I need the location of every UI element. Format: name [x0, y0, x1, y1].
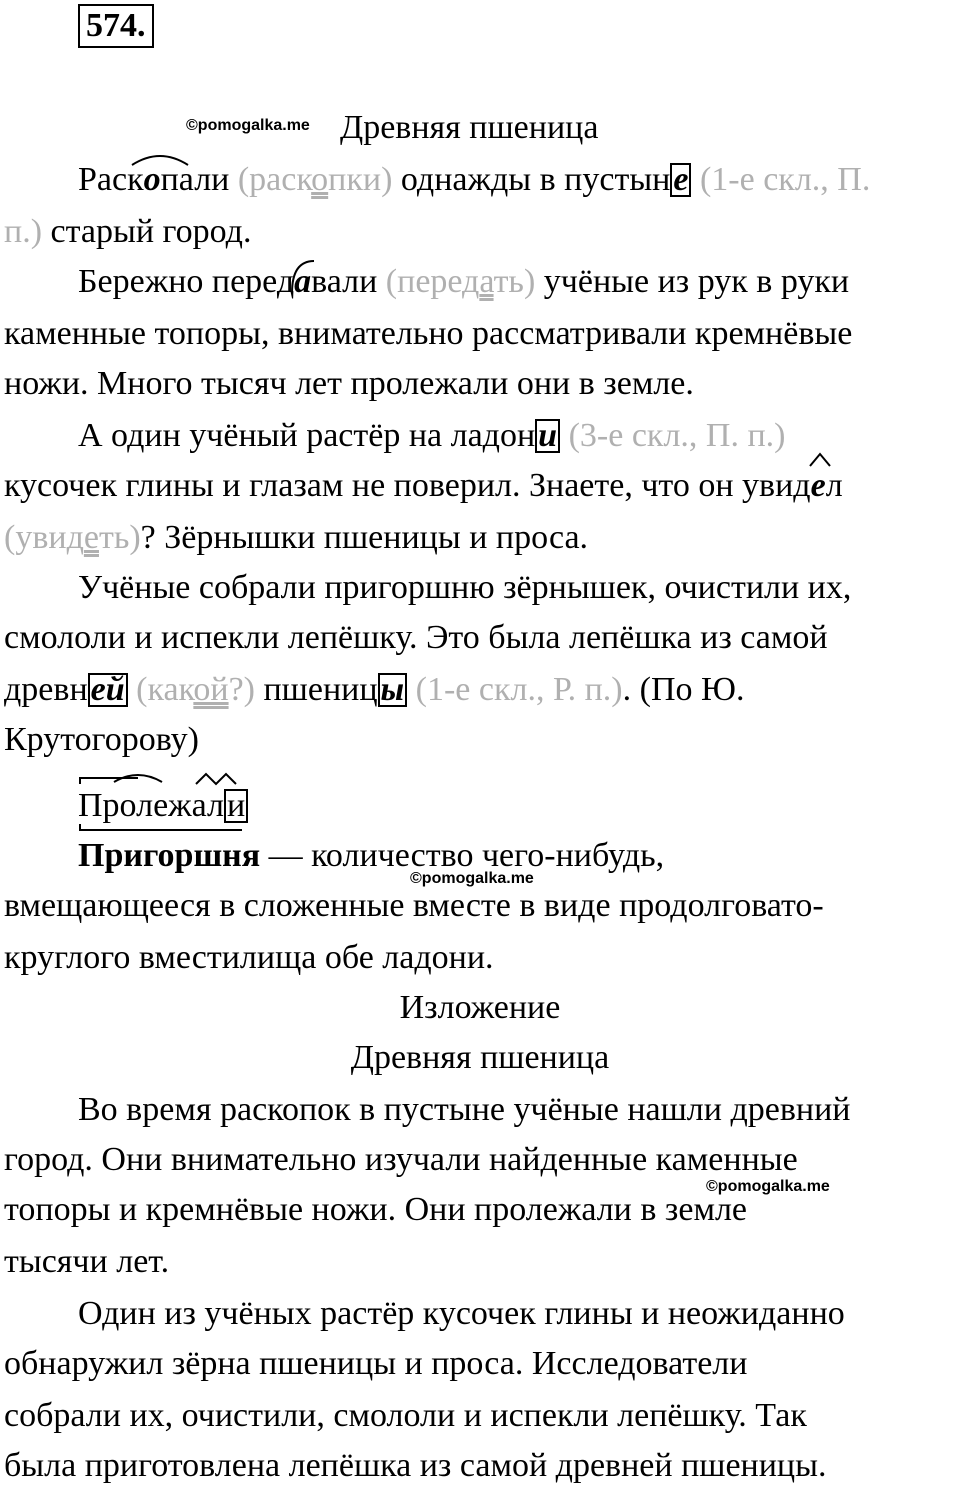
p2-root-vowel: а: [294, 263, 311, 300]
morph-ending-box: и: [224, 789, 248, 823]
p4-hint2: (1-е скл., Р. п.): [407, 671, 623, 708]
p4-hint1: (какой?): [127, 671, 255, 708]
essay-title: Древняя пшеница: [350, 1039, 610, 1076]
p4-line3: [4, 670, 744, 710]
p1-hint3: п.): [4, 213, 43, 250]
essay-p1-line4: тысячи лет.: [4, 1243, 170, 1280]
essay-heading: Изложение: [399, 989, 561, 1026]
text-title: Древняя пшеница: [340, 109, 599, 146]
root-arc-icon: [288, 257, 318, 297]
p3-ending-box: и: [535, 419, 560, 453]
p1-hint2: (1-е скл., П.: [691, 161, 871, 198]
definition-text: — количество чего-нибудь,: [260, 837, 665, 874]
morpheme-marks-icon: [78, 772, 244, 836]
p2-line3: ножи. Много тысяч лет пролежали они в земле.: [4, 365, 694, 402]
root-arc-icon: [130, 153, 190, 167]
p3-hint2: (увидеть): [4, 519, 141, 556]
watermark-2: ©pomogalka.me: [410, 870, 534, 887]
p2-line2: каменные топоры, внимательно рассматривали кремнёвые: [4, 315, 853, 352]
p1-word-end: пали: [160, 161, 238, 198]
morph-word: Пролежал: [78, 786, 224, 826]
p1-line1: [78, 160, 870, 200]
essay-p1-line3: топоры и кремнёвые ножи. Они пролежали в земле: [4, 1191, 748, 1228]
p2-text: учёные из рук в руки: [535, 263, 850, 300]
watermark: ©pomogalka.me: [186, 117, 310, 134]
p3-text: А один учёный растёр на ладон: [78, 417, 536, 454]
p3-suffix-vowel: е: [811, 467, 826, 504]
essay-p2-line1: Один из учёных растёр кусочек глины и неожиданно: [78, 1295, 845, 1332]
p1-line2: [4, 212, 251, 252]
definition-line2: вмещающееся в сложенные вместе в виде продолговато-: [4, 887, 824, 924]
p2-word-end: вали: [311, 263, 386, 300]
p1-word-part: Раск: [78, 161, 144, 198]
p3-line3: [4, 518, 588, 558]
p3-text3: л: [825, 467, 843, 504]
p4-text: . (По Ю.: [622, 671, 745, 708]
p4-line2: смололи и испекли лепёшку. Это была лепёшка из самой: [4, 619, 828, 656]
p4-ending-box2: ы: [378, 673, 408, 707]
essay-p2-line3: собрали их, очистили, смололи и испекли лепёшку. Так: [4, 1397, 807, 1434]
morph-parse: [78, 786, 248, 826]
p2-hint1: (передать): [385, 263, 536, 300]
p4-line4: Крутогорову): [4, 721, 199, 758]
p4-line1: Учёные собрали пригоршню зёрнышек, очистили их,: [78, 569, 852, 606]
exercise-number-box: [78, 4, 154, 48]
definition-line3: круглого вместилища обе ладони.: [4, 939, 494, 976]
definition-term: Пригоршня: [78, 837, 261, 874]
p1-ending-box: е: [670, 163, 691, 197]
p3-line2: [4, 466, 843, 506]
p1-hint1: (раскопки): [237, 161, 393, 198]
exercise-number: 574: [86, 7, 137, 44]
p3-hint: (3-е скл., П. п.): [560, 417, 786, 454]
p2-word-part: Бережно перед: [78, 263, 295, 300]
p3-line1: [78, 416, 785, 456]
suffix-mark-icon: [809, 453, 831, 467]
p1-root-vowel: о: [144, 161, 161, 198]
p1-text2: старый город.: [42, 213, 252, 250]
watermark-3: ©pomogalka.me: [706, 1178, 830, 1195]
essay-p1-line2: город. Они внимательно изучали найденные каменные: [4, 1141, 798, 1178]
essay-p2-line4: была приготовлена лепёшка из самой древней пшеницы.: [4, 1447, 827, 1484]
p4-ending-box: ей: [88, 673, 128, 707]
p3-text2: кусочек глины и глазам не поверил. Знаете, что он увид: [4, 467, 811, 504]
definition-line1: [78, 836, 664, 876]
p4-word2: пшениц: [254, 671, 378, 708]
essay-p2-line2: обнаружил зёрна пшеницы и проса. Исследователи: [4, 1345, 748, 1382]
essay-p1-line1: Во время раскопок в пустыне учёные нашли древний: [78, 1091, 851, 1128]
p3-text4: ? Зёрнышки пшеницы и проса.: [140, 519, 589, 556]
exercise-number-dot: .: [137, 7, 146, 44]
p2-line1: [78, 262, 849, 302]
p4-word: древн: [4, 671, 88, 708]
p1-text: однажды в пустын: [392, 161, 671, 198]
